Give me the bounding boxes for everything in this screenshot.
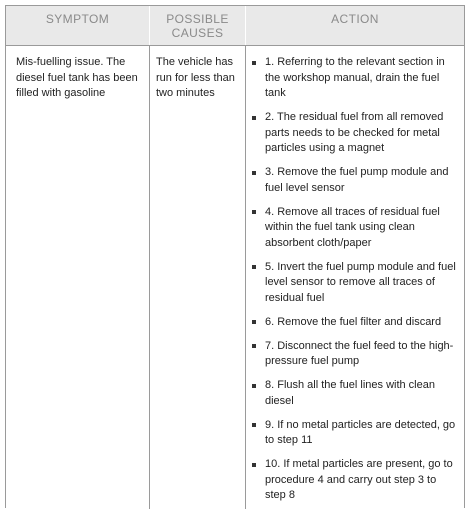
action-item: [250, 378, 460, 409]
header-action-label: ACTION: [331, 12, 379, 26]
action-text: 1. Referring to the relevant section in the workshop manual, drain the fuel tank: [265, 56, 445, 99]
square-bullet-icon: [252, 61, 256, 65]
action-text: 6. Remove the fuel filter and discard: [265, 315, 442, 328]
column-divider: [245, 46, 246, 509]
square-bullet-icon: [252, 320, 256, 324]
action-text: 2. The residual fuel from all removed parts needs to be checked for metal particles using a magnet: [265, 111, 444, 154]
action-item: [250, 165, 460, 196]
table-row: [6, 46, 464, 509]
square-bullet-icon: [252, 463, 256, 467]
symptom-table: [5, 5, 465, 508]
action-item: [250, 110, 460, 157]
action-text: 7. Disconnect the fuel feed to the high-pressure fuel pump: [265, 339, 454, 367]
action-item: [250, 55, 460, 102]
symptom-cell: Mis-fuelling issue. The diesel fuel tank has been filled with gasoline: [16, 56, 138, 99]
action-list: [250, 55, 460, 512]
action-item: [250, 205, 460, 252]
header-action: [245, 6, 464, 45]
square-bullet-icon: [252, 171, 256, 175]
action-item: [250, 457, 460, 504]
square-bullet-icon: [252, 116, 256, 120]
square-bullet-icon: [252, 384, 256, 388]
action-text: 5. Invert the fuel pump module and fuel level sensor to remove all traces of residual fuel: [265, 260, 456, 304]
header-symptom: [6, 6, 149, 45]
header-causes-line2: CAUSES: [171, 26, 224, 40]
square-bullet-icon: [252, 265, 256, 269]
table-header-row: [6, 6, 464, 46]
action-text: 4. Remove all traces of residual fuel within the fuel tank using clean absorbent cloth/paper: [265, 205, 440, 249]
square-bullet-icon: [252, 344, 256, 348]
header-possible-causes: [149, 6, 245, 45]
action-text: 10. If metal particles are present, go to procedure 4 and carry out step 3 to step 8: [265, 458, 453, 501]
action-text: 9. If no metal particles are detected, go to step 11: [265, 418, 456, 446]
column-divider: [149, 46, 150, 509]
header-causes-line1: POSSIBLE: [166, 12, 229, 26]
square-bullet-icon: [252, 210, 256, 214]
action-item: [250, 260, 460, 307]
action-text: 3. Remove the fuel pump module and fuel level sensor: [265, 166, 449, 194]
action-item: [250, 315, 460, 331]
possible-cause-cell: The vehicle has run for less than two minutes: [156, 56, 235, 99]
action-item: [250, 339, 460, 370]
square-bullet-icon: [252, 423, 256, 427]
header-symptom-label: SYMPTOM: [45, 12, 110, 26]
action-text: 8. Flush all the fuel lines with clean diesel: [265, 379, 435, 407]
action-item: [250, 418, 460, 449]
